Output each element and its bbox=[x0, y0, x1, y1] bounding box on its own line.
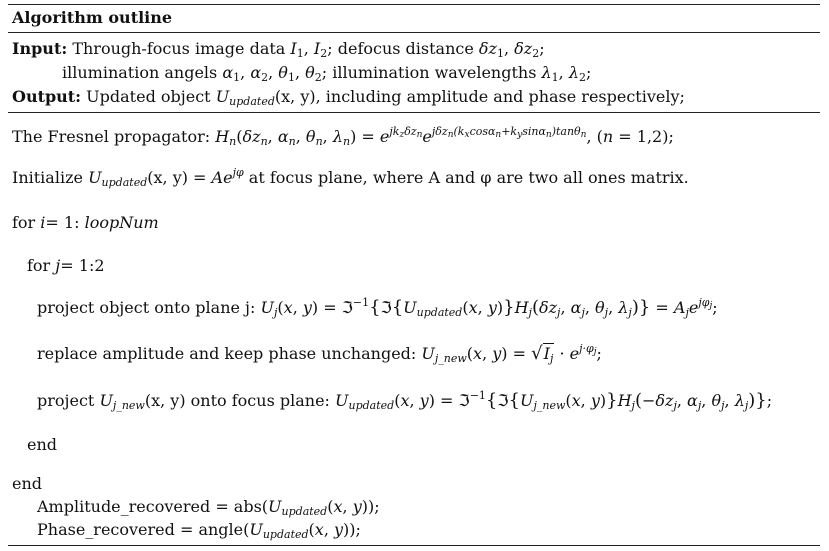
for-inner-range: = 1:2 bbox=[60, 256, 105, 275]
for-outer-keyword: for bbox=[12, 213, 36, 232]
for-outer-line bbox=[12, 213, 159, 233]
step-replace-amplitude: replace amplitude and keep phase unchanged: $U_{j\_new}(x$, $y) = √I_j \cdot e^{j\cdot\varphi_j}$; bbox=[37, 342, 602, 365]
init-prefix: Initialize bbox=[12, 168, 83, 187]
output-line: Output: Updated object $U_{updated}(x$, y), including amplitude and phase respectively; bbox=[12, 87, 685, 108]
input-line-2: illumination angels $\alpha_1$, $\alpha_2$, $\theta_1$, $\theta_2$; illumination wavelengths $\lambda_1$, $\lambda_2$; bbox=[62, 63, 592, 84]
table-top-rule bbox=[8, 4, 820, 5]
end-outer: end bbox=[12, 474, 43, 493]
input-label: Input: bbox=[12, 39, 68, 58]
io-bottom-rule bbox=[8, 112, 820, 113]
output-label: Output: bbox=[12, 87, 82, 106]
step-project-focus: project $U_{j\_new}(x$, y) onto focus plane: $U_{updated}(x$, $y) = ℑ^{-1}\{ℑ\{U_{j\_new}(x$, $y)\}H_j(-\delta z_j$, $\alpha_j$, $\theta_j$, $\lambda_j$)}; bbox=[37, 389, 773, 412]
for-outer-var: i bbox=[40, 213, 46, 232]
propagator-label: The Fresnel propagator: bbox=[12, 127, 211, 146]
init-suffix: at focus plane, where A and φ are two all ones matrix. bbox=[248, 168, 689, 187]
for-inner-line bbox=[27, 256, 105, 276]
step3-mid: onto focus plane: bbox=[190, 391, 330, 410]
step1-prefix: project object onto plane j: bbox=[37, 298, 256, 317]
phase-line: Phase_recovered = $angle(U_{updated}(x$, y)); bbox=[37, 520, 361, 541]
step3-prefix: project bbox=[37, 391, 95, 410]
header-bottom-rule bbox=[8, 32, 820, 33]
for-inner-var: j bbox=[55, 256, 61, 275]
for-outer-range: = 1: bbox=[45, 213, 80, 232]
input-line-1: Input: Through-focus image data $I_1$, $I_2$; defocus distance $\delta z_1$, $\delta z_2$; bbox=[12, 39, 545, 60]
amplitude-line: Amplitude_recovered = $abs(U_{updated}(x$, y)); bbox=[37, 497, 380, 518]
table-bottom-rule bbox=[8, 545, 820, 546]
step2-prefix: replace amplitude and keep phase unchanged: bbox=[37, 344, 417, 363]
end-inner: end bbox=[27, 435, 58, 454]
for-inner-keyword: for bbox=[27, 256, 51, 275]
step-project-object: project object onto plane j: $U_j(x$, $y) = ℑ^{-1}\{ℑ\{U_{updated}(x$, $y)\}H_j(\delta z_j$, $\alpha_j$, $\theta_j$, $\lambda_j)\} = A_je^{j\varphi_j}$; bbox=[37, 296, 718, 319]
propagator-line: The Fresnel propagator: $H_n(\delta z_n$, $\alpha_n$, $\theta_n$, $\lambda_n) = e^{jk_z\delta z_n}e^{j\delta z_n(k_xcos\alpha_n+k_ysin\alpha_n)tan\theta_n}$, (n = 1,2); bbox=[12, 125, 674, 148]
for-outer-end: loopNum bbox=[84, 213, 159, 232]
init-line: Initialize $U_{updated}(x$, $y) = Ae^{j\varphi}$ at focus plane, where A and φ are two all ones matrix. bbox=[12, 166, 689, 189]
algorithm-title: Algorithm outline bbox=[12, 8, 173, 27]
